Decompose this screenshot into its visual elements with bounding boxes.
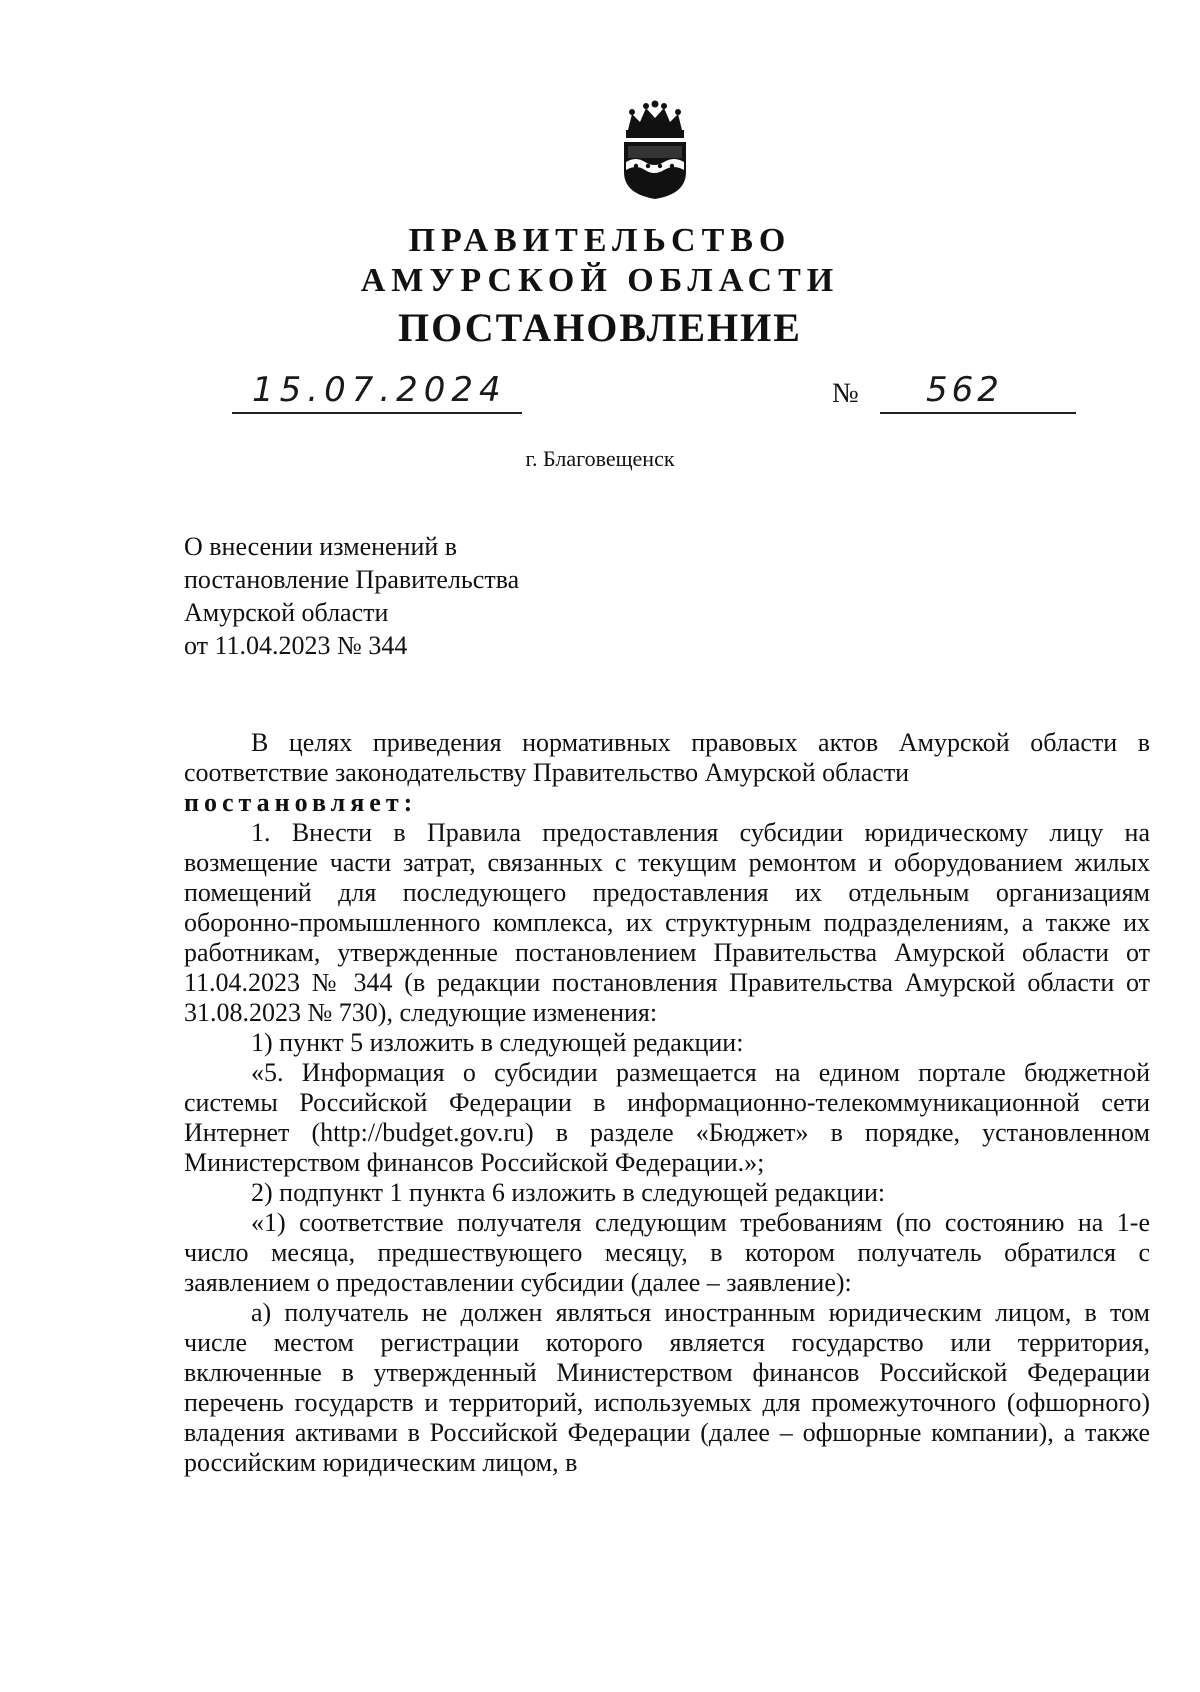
city-name: г. Благовещенск	[525, 446, 675, 471]
subject-line: Амурской области	[184, 598, 389, 627]
clause-5-paragraph: «5. Информация о субсидии размещается на едином портале бюджетной системы Российской Федерации в информационно-телекоммуникационной сети Интернет (http://budget.gov.ru) в разделе «Бюджет» в порядке, установленном Министерством финансов Российской Федерации.»;	[184, 1058, 1150, 1177]
document-number: 562	[926, 370, 1003, 410]
document-date: 15.07.2024	[252, 370, 507, 410]
requirements-paragraph: «1) соответствие получателя следующим требованиям (по состоянию на 1-е число месяца, предшествующего месяцу, в котором получатель обратился с заявлением о предоставлении субсидии (далее – заявление):	[184, 1208, 1150, 1297]
subject-line: постановление Правительства	[184, 565, 520, 594]
amur-region-coat-of-arms-icon	[618, 100, 692, 200]
subject-line: от 11.04.2023 № 344	[184, 631, 408, 660]
government-title-line2: АМУРСКОЙ ОБЛАСТИ	[360, 262, 840, 299]
item-1-paragraph: 1. Внести в Правила предоставления субсидии юридическому лицу на возмещение части затрат, связанных с текущим ремонтом и оборудованием жилых помещений для последующего предоставления их отдельным организациям оборонно-промышленного комплекса, их структурным подразделениям, а также их работникам, утвержденные постановлением Правительства Амурской области от 11.04.2023 № 344 (в редакции постановления Правительства Амурской области от 31.08.2023 № 730), следующие изменения:	[184, 818, 1150, 1027]
document-body	[184, 728, 1150, 1478]
resolves-keyword: постановляет:	[184, 788, 418, 817]
subitem-1-paragraph: 1) пункт 5 изложить в следующей редакции:	[251, 1028, 744, 1057]
document-type: ПОСТАНОВЛЕНИЕ	[398, 305, 802, 350]
number-sign: №	[832, 378, 859, 409]
document-date-field	[232, 370, 522, 414]
government-title-line1: ПРАВИТЕЛЬСТВО	[408, 222, 792, 259]
subject-line: О внесении изменений в	[184, 532, 458, 561]
preamble-paragraph: В целях приведения нормативных правовых актов Амурской области в соответствие законодательству Правительство Амурской области	[184, 728, 1150, 787]
requirement-a-paragraph: а) получатель не должен являться иностранным юридическим лицом, в том числе местом регистрации которого является государство или территория, включенные в утвержденный Министерством финансов Российской Федерации перечень государств и территорий, используемых для промежуточного (офшорного) владения активами в Российской Федерации (далее – офшорные компании), а также российским юридическим лицом, в	[184, 1298, 1150, 1477]
document-number-field	[880, 370, 1076, 414]
subitem-2-paragraph: 2) подпункт 1 пункта 6 изложить в следующей редакции:	[251, 1178, 886, 1207]
document-subject	[184, 530, 604, 662]
